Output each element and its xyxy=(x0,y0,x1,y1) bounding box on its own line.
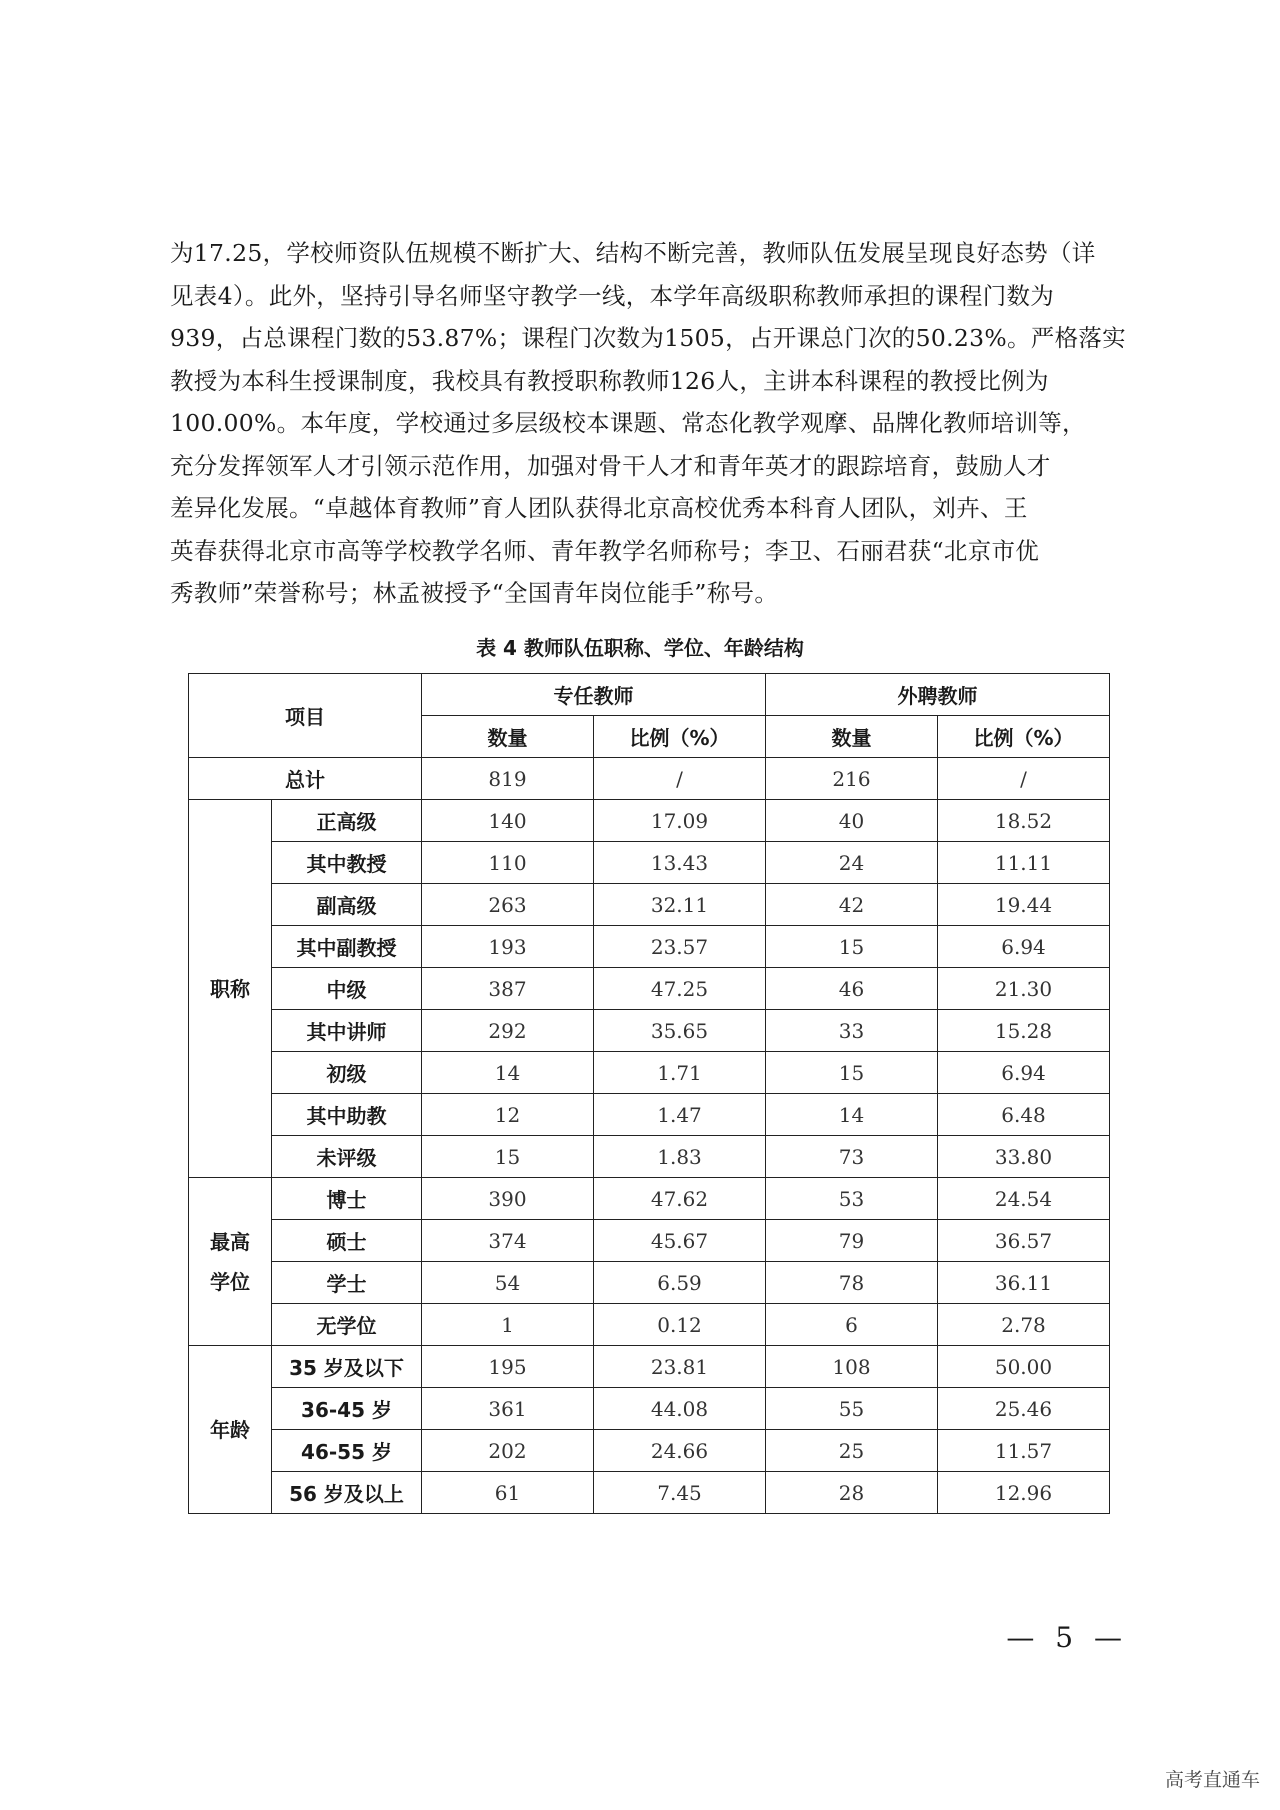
value-cell: 61 xyxy=(422,1472,594,1514)
value-cell: 14 xyxy=(422,1052,594,1094)
header-count-cell: 数量 xyxy=(766,716,938,758)
value-cell: 47.62 xyxy=(594,1178,766,1220)
header-ratio-cell: 比例（%） xyxy=(938,716,1110,758)
value-cell: 36.57 xyxy=(938,1220,1110,1262)
value-cell: 23.57 xyxy=(594,926,766,968)
value-cell: 108 xyxy=(766,1346,938,1388)
value-cell: 25.46 xyxy=(938,1388,1110,1430)
row-label-cell: 正高级 xyxy=(272,800,422,842)
table-row xyxy=(189,1220,1110,1262)
value-cell: 42 xyxy=(766,884,938,926)
table-row xyxy=(189,884,1110,926)
value-cell: 7.45 xyxy=(594,1472,766,1514)
row-label-cell: 其中教授 xyxy=(272,842,422,884)
row-label-cell: 其中助教 xyxy=(272,1094,422,1136)
row-label-cell: 56 岁及以上 xyxy=(272,1472,422,1514)
paragraph-line: 为17.25，学校师资队伍规模不断扩大、结构不断完善，教师队伍发展呈现良好态势（详 xyxy=(170,239,1096,267)
value-cell: 1 xyxy=(422,1304,594,1346)
value-cell: 11.11 xyxy=(938,842,1110,884)
header-count-cell: 数量 xyxy=(422,716,594,758)
value-cell: 78 xyxy=(766,1262,938,1304)
value-cell: 387 xyxy=(422,968,594,1010)
value-cell: / xyxy=(594,758,766,800)
value-cell: 216 xyxy=(766,758,938,800)
value-cell: 28 xyxy=(766,1472,938,1514)
paragraph-line: 939，占总课程门数的53.87%；课程门次数为1505，占开课总门次的50.23%。严格落实 xyxy=(170,324,1126,352)
value-cell: 195 xyxy=(422,1346,594,1388)
header-item-cell: 项目 xyxy=(189,674,422,758)
table-row xyxy=(189,1010,1110,1052)
value-cell: 23.81 xyxy=(594,1346,766,1388)
value-cell: 46 xyxy=(766,968,938,1010)
header-fulltime-cell: 专任教师 xyxy=(422,674,766,716)
value-cell: 263 xyxy=(422,884,594,926)
table-row xyxy=(189,1346,1110,1388)
value-cell: 374 xyxy=(422,1220,594,1262)
total-label-cell: 总计 xyxy=(189,758,422,800)
table-row xyxy=(189,1178,1110,1220)
value-cell: 1.83 xyxy=(594,1136,766,1178)
paragraph-line: 秀教师”荣誉称号；林孟被授予“全国青年岗位能手”称号。 xyxy=(170,579,779,607)
row-label-cell: 硕士 xyxy=(272,1220,422,1262)
table-row xyxy=(189,1304,1110,1346)
section-label-line: 最高 xyxy=(210,1229,250,1254)
row-label-cell: 初级 xyxy=(272,1052,422,1094)
table-row xyxy=(189,1430,1110,1472)
table-body xyxy=(189,674,1110,1514)
value-cell: 50.00 xyxy=(938,1346,1110,1388)
row-label-cell: 中级 xyxy=(272,968,422,1010)
row-label-cell: 副高级 xyxy=(272,884,422,926)
teacher-structure-table xyxy=(188,673,1110,1514)
value-cell: 15 xyxy=(422,1136,594,1178)
value-cell: 390 xyxy=(422,1178,594,1220)
row-label-cell: 博士 xyxy=(272,1178,422,1220)
table-row xyxy=(189,1388,1110,1430)
row-label-cell: 36-45 岁 xyxy=(272,1388,422,1430)
section-label-line: 职称 xyxy=(210,976,250,1001)
value-cell: 32.11 xyxy=(594,884,766,926)
value-cell: 193 xyxy=(422,926,594,968)
row-label-cell: 其中副教授 xyxy=(272,926,422,968)
value-cell: 2.78 xyxy=(938,1304,1110,1346)
value-cell: 24.54 xyxy=(938,1178,1110,1220)
value-cell: 25 xyxy=(766,1430,938,1472)
value-cell: 15 xyxy=(766,1052,938,1094)
section-label-cell xyxy=(189,1178,272,1346)
value-cell: 0.12 xyxy=(594,1304,766,1346)
value-cell: 53 xyxy=(766,1178,938,1220)
value-cell: 6 xyxy=(766,1304,938,1346)
value-cell: 55 xyxy=(766,1388,938,1430)
paragraph-line: 见表4）。此外，坚持引导名师坚守教学一线，本学年高级职称教师承担的课程门数为 xyxy=(170,281,1055,310)
header-ratio-cell: 比例（%） xyxy=(594,716,766,758)
value-cell: 73 xyxy=(766,1136,938,1178)
value-cell: 6.94 xyxy=(938,926,1110,968)
page-number: — 5 — xyxy=(1006,1621,1128,1654)
value-cell: 45.67 xyxy=(594,1220,766,1262)
value-cell: 21.30 xyxy=(938,968,1110,1010)
paragraph-line: 充分发挥领军人才引领示范作用，加强对骨干人才和青年英才的跟踪培育，鼓励人才 xyxy=(170,451,1051,480)
value-cell: 33.80 xyxy=(938,1136,1110,1178)
value-cell: 47.25 xyxy=(594,968,766,1010)
value-cell: 44.08 xyxy=(594,1388,766,1430)
section-label-line: 学位 xyxy=(210,1269,250,1294)
body-paragraph xyxy=(170,232,1130,615)
value-cell: 6.94 xyxy=(938,1052,1110,1094)
value-cell: 6.48 xyxy=(938,1094,1110,1136)
row-label-cell: 46-55 岁 xyxy=(272,1430,422,1472)
table-row xyxy=(189,1094,1110,1136)
table-row xyxy=(189,1136,1110,1178)
table-row xyxy=(189,968,1110,1010)
value-cell: 15.28 xyxy=(938,1010,1110,1052)
value-cell: 1.47 xyxy=(594,1094,766,1136)
paragraph-line: 教授为本科生授课制度，我校具有教授职称教师126人，主讲本科课程的教授比例为 xyxy=(170,366,1049,395)
row-label-cell: 未评级 xyxy=(272,1136,422,1178)
section-label-line: 年龄 xyxy=(210,1417,250,1442)
header-row xyxy=(189,674,1110,716)
table-row xyxy=(189,800,1110,842)
value-cell: 6.59 xyxy=(594,1262,766,1304)
value-cell: 54 xyxy=(422,1262,594,1304)
row-label-cell: 35 岁及以下 xyxy=(272,1346,422,1388)
table-row xyxy=(189,842,1110,884)
value-cell: 24 xyxy=(766,842,938,884)
value-cell: 40 xyxy=(766,800,938,842)
value-cell: 110 xyxy=(422,842,594,884)
row-label-cell: 学士 xyxy=(272,1262,422,1304)
value-cell: 24.66 xyxy=(594,1430,766,1472)
value-cell: / xyxy=(938,758,1110,800)
value-cell: 202 xyxy=(422,1430,594,1472)
value-cell: 18.52 xyxy=(938,800,1110,842)
value-cell: 35.65 xyxy=(594,1010,766,1052)
value-cell: 819 xyxy=(422,758,594,800)
table-row xyxy=(189,1262,1110,1304)
value-cell: 13.43 xyxy=(594,842,766,884)
value-cell: 17.09 xyxy=(594,800,766,842)
value-cell: 36.11 xyxy=(938,1262,1110,1304)
table-row xyxy=(189,1472,1110,1514)
table-caption: 表 4 教师队伍职称、学位、年龄结构 xyxy=(476,636,804,660)
header-external-cell: 外聘教师 xyxy=(766,674,1110,716)
value-cell: 79 xyxy=(766,1220,938,1262)
paragraph-line: 100.00%。本年度，学校通过多层级校本课题、常态化教学观摩、品牌化教师培训等， xyxy=(170,409,1086,437)
value-cell: 14 xyxy=(766,1094,938,1136)
value-cell: 33 xyxy=(766,1010,938,1052)
value-cell: 11.57 xyxy=(938,1430,1110,1472)
table-row xyxy=(189,758,1110,800)
paragraph-line: 英春获得北京市高等学校教学名师、青年教学名师称号；李卫、石丽君获“北京市优 xyxy=(170,536,1040,565)
paragraph-line: 差异化发展。“卓越体育教师”育人团队获得北京高校优秀本科育人团队，刘卉、王 xyxy=(170,494,1028,522)
section-label-cell xyxy=(189,800,272,1178)
value-cell: 12 xyxy=(422,1094,594,1136)
section-label-cell xyxy=(189,1346,272,1514)
value-cell: 361 xyxy=(422,1388,594,1430)
value-cell: 140 xyxy=(422,800,594,842)
table-row xyxy=(189,1052,1110,1094)
table-row xyxy=(189,926,1110,968)
value-cell: 15 xyxy=(766,926,938,968)
row-label-cell: 其中讲师 xyxy=(272,1010,422,1052)
value-cell: 19.44 xyxy=(938,884,1110,926)
watermark: 高考直通车 xyxy=(1164,1769,1260,1791)
value-cell: 12.96 xyxy=(938,1472,1110,1514)
row-label-cell: 无学位 xyxy=(272,1304,422,1346)
value-cell: 1.71 xyxy=(594,1052,766,1094)
value-cell: 292 xyxy=(422,1010,594,1052)
